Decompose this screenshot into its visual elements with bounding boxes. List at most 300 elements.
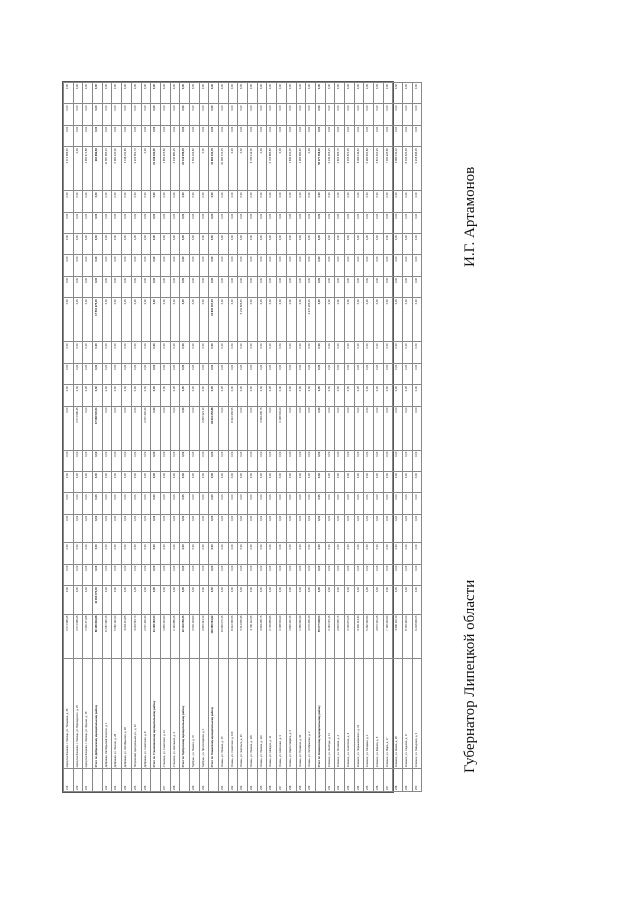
amount-cell: 0,00 <box>364 543 374 564</box>
amount-cell: 0,00 <box>209 385 219 406</box>
amount-cell: 0,00 <box>189 276 199 297</box>
amount-cell: 0,00 <box>257 564 267 585</box>
row-number-cell: 222 <box>102 769 112 792</box>
amount-cell: 0,00 <box>325 363 335 384</box>
amount-cell: 0,00 <box>277 493 287 514</box>
amount-cell: 0,00 <box>122 83 132 104</box>
amount-cell: 0,00 <box>383 191 393 212</box>
amount-cell: 0,00 <box>315 191 325 212</box>
amount-cell: 0,00 <box>403 234 413 255</box>
amount-cell: 0,00 <box>403 493 413 514</box>
amount-cell: 3 980 110,10 <box>393 147 403 191</box>
amount-cell: 8 105 420,00 <box>403 614 413 658</box>
amount-cell: 0,00 <box>344 255 354 276</box>
amount-cell: 0,00 <box>296 385 306 406</box>
amount-cell: 0,00 <box>199 472 209 493</box>
amount-cell: 0,00 <box>73 298 83 342</box>
amount-cell: 0,00 <box>238 342 248 363</box>
amount-cell: 0,00 <box>209 472 219 493</box>
amount-cell: 2 071 996,45 <box>64 147 74 191</box>
row-number-cell <box>180 769 190 792</box>
amount-cell: 0,00 <box>199 586 209 615</box>
amount-cell: 0,00 <box>228 342 238 363</box>
amount-cell: 0,00 <box>344 564 354 585</box>
row-number-cell: 245 <box>364 769 374 792</box>
amount-cell: 0,00 <box>131 342 141 363</box>
amount-cell: 0,00 <box>354 493 364 514</box>
amount-cell: 0,00 <box>160 450 170 471</box>
amount-cell: 10 060 070,15 <box>219 147 229 191</box>
amount-cell: 0,00 <box>325 385 335 406</box>
amount-cell: 0,00 <box>219 514 229 543</box>
amount-cell: 0,00 <box>325 543 335 564</box>
row-number-cell: 249 <box>403 769 413 792</box>
amount-cell: 0,00 <box>112 191 122 212</box>
amount-cell: 0,00 <box>335 212 345 233</box>
amount-cell: 0,00 <box>374 586 384 615</box>
amount-cell: 1 855 215,60 <box>160 614 170 658</box>
amount-cell: 0,00 <box>64 514 74 543</box>
amount-cell: 2 815 321,10 <box>199 614 209 658</box>
amount-cell: 0,00 <box>257 147 267 191</box>
amount-cell: 3 140 015,15 <box>325 614 335 658</box>
amount-cell: 0,00 <box>315 450 325 471</box>
data-table <box>63 82 422 792</box>
amount-cell: 0,00 <box>286 342 296 363</box>
amount-cell: 0,00 <box>170 276 180 297</box>
row-number-cell: 230 <box>199 769 209 792</box>
amount-cell: 0,00 <box>383 586 393 615</box>
amount-cell: 0,00 <box>315 564 325 585</box>
amount-cell: 0,00 <box>141 83 151 104</box>
amount-cell: 0,00 <box>64 255 74 276</box>
amount-cell: 0,00 <box>364 564 374 585</box>
amount-cell: 0,00 <box>102 406 112 450</box>
amount-cell: 0,00 <box>64 406 74 450</box>
amount-cell: 0,00 <box>383 385 393 406</box>
amount-cell: 0,00 <box>228 255 238 276</box>
amount-cell: 0,00 <box>277 255 287 276</box>
amount-cell: 0,00 <box>325 514 335 543</box>
amount-cell: 0,00 <box>160 83 170 104</box>
amount-cell: 0,00 <box>102 472 112 493</box>
amount-cell: 10 060 070,00 <box>93 586 103 615</box>
amount-cell: 0,00 <box>122 363 132 384</box>
amount-cell: 0,00 <box>277 363 287 384</box>
amount-cell: 0,00 <box>199 564 209 585</box>
amount-cell: 0,00 <box>364 191 374 212</box>
amount-cell: 0,00 <box>112 385 122 406</box>
table-row <box>354 83 364 792</box>
amount-cell: 0,00 <box>286 255 296 276</box>
amount-cell: 0,00 <box>248 191 258 212</box>
amount-cell: 3 994 206,75 <box>257 406 267 450</box>
amount-cell: 0,00 <box>160 104 170 125</box>
amount-cell: 0,00 <box>170 255 180 276</box>
amount-cell: 0,00 <box>325 191 335 212</box>
amount-cell: 0,00 <box>64 493 74 514</box>
amount-cell: 0,00 <box>325 255 335 276</box>
amount-cell: 0,00 <box>267 493 277 514</box>
amount-cell: 0,00 <box>257 212 267 233</box>
row-number-cell <box>151 769 161 792</box>
amount-cell: 0,00 <box>248 543 258 564</box>
amount-cell: 0,00 <box>325 406 335 450</box>
amount-cell: 0,00 <box>122 255 132 276</box>
amount-cell: 0,00 <box>141 586 151 615</box>
address-cell: переулок Конеева, г. Липецк, ул. Тельмана, д. 45 <box>64 658 74 768</box>
amount-cell: 0,00 <box>141 191 151 212</box>
address-cell: Усмань, ул. Шевченко, д. 3 <box>277 658 287 768</box>
amount-cell: 0,00 <box>131 363 141 384</box>
amount-cell: 0,00 <box>219 406 229 450</box>
amount-cell: 0,00 <box>83 586 93 615</box>
amount-cell: 0,00 <box>83 543 93 564</box>
amount-cell: 0,00 <box>112 472 122 493</box>
amount-cell: 0,00 <box>257 586 267 615</box>
amount-cell: 0,00 <box>151 298 161 342</box>
amount-cell: 0,00 <box>102 83 112 104</box>
amount-cell: 0,00 <box>219 104 229 125</box>
amount-cell: 0,00 <box>412 564 422 585</box>
amount-cell: 21 498 462,50 <box>151 147 161 191</box>
amount-cell: 0,00 <box>151 234 161 255</box>
amount-cell: 0,00 <box>306 385 316 406</box>
amount-cell: 0,00 <box>219 255 229 276</box>
amount-cell: 0,00 <box>160 363 170 384</box>
amount-cell: 2 815 321,10 <box>199 406 209 450</box>
amount-cell: 0,00 <box>160 191 170 212</box>
amount-cell: 0,00 <box>209 104 219 125</box>
amount-cell: 0,00 <box>335 472 345 493</box>
amount-cell: 116 385 061,82 <box>209 614 219 658</box>
table-row <box>286 83 296 792</box>
amount-cell: 0,00 <box>151 255 161 276</box>
amount-cell: 0,00 <box>189 406 199 450</box>
amount-cell: 0,00 <box>344 406 354 450</box>
amount-cell: 0,00 <box>374 543 384 564</box>
amount-cell: 0,00 <box>93 493 103 514</box>
amount-cell: 0,00 <box>286 83 296 104</box>
amount-cell: 0,00 <box>277 586 287 615</box>
amount-cell: 0,00 <box>131 83 141 104</box>
amount-cell: 0,00 <box>64 212 74 233</box>
amount-cell: 0,00 <box>383 212 393 233</box>
amount-cell: 6 390 114,40 <box>354 147 364 191</box>
amount-cell: 0,00 <box>364 276 374 297</box>
table-row <box>228 83 238 792</box>
amount-cell: 0,00 <box>189 385 199 406</box>
amount-cell: 2 071 996,45 <box>73 406 83 450</box>
address-cell: Итого по Тербунскому муниципальному району <box>180 658 190 768</box>
amount-cell: 0,00 <box>189 125 199 146</box>
amount-cell: 0,00 <box>344 342 354 363</box>
amount-cell: 0,00 <box>403 472 413 493</box>
amount-cell: 0,00 <box>64 276 74 297</box>
amount-cell: 0,00 <box>83 564 93 585</box>
amount-cell: 0,00 <box>248 83 258 104</box>
amount-cell: 0,00 <box>219 342 229 363</box>
amount-cell: 0,00 <box>277 514 287 543</box>
amount-cell: 0,00 <box>83 255 93 276</box>
amount-cell: 3 018 211,85 <box>122 147 132 191</box>
amount-cell: 0,00 <box>277 234 287 255</box>
amount-cell: 0,00 <box>374 363 384 384</box>
amount-cell: 0,00 <box>306 147 316 191</box>
amount-cell: 0,00 <box>209 191 219 212</box>
amount-cell: 0,00 <box>325 125 335 146</box>
amount-cell: 0,00 <box>296 234 306 255</box>
amount-cell: 0,00 <box>238 125 248 146</box>
amount-cell: 0,00 <box>112 586 122 615</box>
table-row <box>160 83 170 792</box>
amount-cell: 0,00 <box>248 450 258 471</box>
amount-cell: 55 077 008,00 <box>315 147 325 191</box>
amount-cell: 0,00 <box>228 125 238 146</box>
amount-cell: 0,00 <box>219 564 229 585</box>
amount-cell: 86 185 819,88 <box>93 614 103 658</box>
amount-cell: 4 780 112,35 <box>248 614 258 658</box>
amount-cell: 0,00 <box>112 255 122 276</box>
amount-cell: 0,00 <box>306 125 316 146</box>
amount-cell: 0,00 <box>151 472 161 493</box>
amount-cell: 0,00 <box>335 543 345 564</box>
amount-cell: 0,00 <box>209 493 219 514</box>
amount-cell: 0,00 <box>151 212 161 233</box>
amount-cell: 0,00 <box>286 406 296 450</box>
amount-cell: 7 190 225,60 <box>383 147 393 191</box>
table-group-row <box>315 83 325 792</box>
amount-cell: 0,00 <box>199 83 209 104</box>
amount-cell: 0,00 <box>248 212 258 233</box>
amount-cell: 0,00 <box>180 543 190 564</box>
amount-cell: 11 587 965,15 <box>102 614 112 658</box>
capital-repair-register-table <box>62 81 418 793</box>
amount-cell: 0,00 <box>170 450 180 471</box>
amount-cell: 0,00 <box>122 543 132 564</box>
amount-cell: 0,00 <box>238 276 248 297</box>
amount-cell: 0,00 <box>325 564 335 585</box>
amount-cell: 0,00 <box>393 564 403 585</box>
amount-cell: 0,00 <box>315 234 325 255</box>
amount-cell: 0,00 <box>325 586 335 615</box>
amount-cell: 0,00 <box>83 472 93 493</box>
amount-cell: 0,00 <box>219 125 229 146</box>
address-cell: Усмань, ул. Пушкина, д. 30 <box>296 658 306 768</box>
amount-cell: 0,00 <box>277 342 287 363</box>
amount-cell: 2 071 996,45 <box>64 614 74 658</box>
address-cell: Усмань, ул. Советская, д. 109 <box>228 658 238 768</box>
amount-cell: 0,00 <box>403 83 413 104</box>
amount-cell: 0,00 <box>344 212 354 233</box>
amount-cell: 0,00 <box>131 472 141 493</box>
amount-cell: 0,00 <box>238 255 248 276</box>
amount-cell: 0,00 <box>170 125 180 146</box>
amount-cell: 0,00 <box>364 450 374 471</box>
address-cell: Усмань, ул. Шмидта, д. 11 <box>267 658 277 768</box>
amount-cell: 0,00 <box>122 234 132 255</box>
amount-cell: 0,00 <box>170 104 180 125</box>
amount-cell: 0,00 <box>393 586 403 615</box>
amount-cell: 0,00 <box>267 564 277 585</box>
amount-cell: 0,00 <box>102 564 112 585</box>
amount-cell: 0,00 <box>131 450 141 471</box>
amount-cell: 0,00 <box>257 104 267 125</box>
amount-cell: 0,00 <box>412 125 422 146</box>
amount-cell: 0,00 <box>228 564 238 585</box>
amount-cell: 0,00 <box>315 406 325 450</box>
amount-cell: 0,00 <box>286 104 296 125</box>
amount-cell: 0,00 <box>64 363 74 384</box>
amount-cell: 964 899,58 <box>93 147 103 191</box>
amount-cell: 0,00 <box>344 493 354 514</box>
amount-cell: 0,00 <box>286 472 296 493</box>
address-cell: Хлевное, ул. Чернышевского, д. 12 <box>354 658 364 768</box>
amount-cell: 0,00 <box>160 564 170 585</box>
amount-cell: 0,00 <box>383 514 393 543</box>
amount-cell: 0,00 <box>267 125 277 146</box>
amount-cell: 0,00 <box>151 83 161 104</box>
amount-cell: 2 815 905,75 <box>335 614 345 658</box>
amount-cell: 0,00 <box>131 234 141 255</box>
amount-cell: 0,00 <box>354 514 364 543</box>
amount-cell: 0,00 <box>257 363 267 384</box>
table-row <box>306 83 316 792</box>
amount-cell: 0,00 <box>93 212 103 233</box>
amount-cell: 0,00 <box>238 234 248 255</box>
amount-cell: 0,00 <box>209 212 219 233</box>
amount-cell: 0,00 <box>248 104 258 125</box>
amount-cell: 0,00 <box>354 543 364 564</box>
amount-cell: 48 911 253,88 <box>209 406 219 450</box>
amount-cell: 0,00 <box>131 104 141 125</box>
amount-cell: 0,00 <box>180 514 190 543</box>
amount-cell: 0,00 <box>73 450 83 471</box>
row-number-cell <box>315 769 325 792</box>
amount-cell: 0,00 <box>102 450 112 471</box>
address-cell: Добринка, ул. Советская, д. 8 <box>141 658 151 768</box>
amount-cell: 0,00 <box>257 191 267 212</box>
amount-cell: 0,00 <box>141 450 151 471</box>
amount-cell: 0,00 <box>131 564 141 585</box>
amount-cell: 0,00 <box>325 298 335 342</box>
amount-cell: 0,00 <box>83 276 93 297</box>
amount-cell: 0,00 <box>296 83 306 104</box>
amount-cell: 0,00 <box>354 586 364 615</box>
amount-cell: 0,00 <box>122 514 132 543</box>
amount-cell: 0,00 <box>112 564 122 585</box>
amount-cell: 0,00 <box>325 83 335 104</box>
amount-cell: 0,00 <box>306 83 316 104</box>
amount-cell: 0,00 <box>403 385 413 406</box>
amount-cell: 0,00 <box>383 234 393 255</box>
amount-cell: 1 840 210,15 <box>286 147 296 191</box>
amount-cell: 0,00 <box>286 493 296 514</box>
amount-cell: 0,00 <box>170 406 180 450</box>
amount-cell: 0,00 <box>141 255 151 276</box>
amount-cell: 0,00 <box>122 493 132 514</box>
amount-cell: 0,00 <box>403 276 413 297</box>
amount-cell: 0,00 <box>257 543 267 564</box>
amount-cell: 0,00 <box>296 276 306 297</box>
amount-cell: 0,00 <box>354 255 364 276</box>
amount-cell: 0,00 <box>180 342 190 363</box>
amount-cell: 8 412 350,55 <box>228 406 238 450</box>
amount-cell: 0,00 <box>383 104 393 125</box>
amount-cell: 0,00 <box>364 255 374 276</box>
amount-cell: 0,00 <box>170 385 180 406</box>
amount-cell: 0,00 <box>257 234 267 255</box>
amount-cell: 0,00 <box>102 543 112 564</box>
amount-cell: 0,00 <box>219 234 229 255</box>
amount-cell: 0,00 <box>286 212 296 233</box>
amount-cell: 0,00 <box>412 543 422 564</box>
amount-cell: 0,00 <box>64 298 74 342</box>
amount-cell: 5 960 120,30 <box>112 614 122 658</box>
amount-cell: 0,00 <box>248 564 258 585</box>
amount-cell: 0,00 <box>306 406 316 450</box>
amount-cell: 0,00 <box>306 276 316 297</box>
amount-cell: 0,00 <box>122 212 132 233</box>
row-number-cell: 232 <box>228 769 238 792</box>
amount-cell: 0,00 <box>102 276 112 297</box>
amount-cell: 0,00 <box>170 363 180 384</box>
amount-cell: 0,00 <box>306 472 316 493</box>
row-number-cell: 231 <box>219 769 229 792</box>
address-cell: Становое, ул. Советская, д. 12 <box>160 658 170 768</box>
amount-cell: 0,00 <box>73 342 83 363</box>
amount-cell: 0,00 <box>180 255 190 276</box>
address-cell: Хлевное, ул. Советская, д. 6 <box>344 658 354 768</box>
amount-cell: 0,00 <box>122 406 132 450</box>
amount-cell: 0,00 <box>112 276 122 297</box>
amount-cell: 0,00 <box>64 543 74 564</box>
amount-cell: 0,00 <box>112 212 122 233</box>
address-cell: Хлевное, ул. Садовая, д. 17 <box>403 658 413 768</box>
amount-cell: 0,00 <box>412 276 422 297</box>
amount-cell: 0,00 <box>238 450 248 471</box>
table-row <box>364 83 374 792</box>
amount-cell: 10 060 070,15 <box>219 614 229 658</box>
amount-cell: 0,00 <box>267 298 277 342</box>
row-number-cell: 233 <box>238 769 248 792</box>
amount-cell: 0,00 <box>141 564 151 585</box>
amount-cell: 0,00 <box>219 543 229 564</box>
amount-cell: 0,00 <box>228 493 238 514</box>
amount-cell: 0,00 <box>315 125 325 146</box>
amount-cell: 0,00 <box>325 234 335 255</box>
amount-cell: 0,00 <box>73 212 83 233</box>
table-row <box>170 83 180 792</box>
amount-cell: 0,00 <box>383 83 393 104</box>
amount-cell: 0,00 <box>374 342 384 363</box>
amount-cell: 0,00 <box>141 385 151 406</box>
address-cell: Усмань, ул. Ленина, д. 116 <box>248 658 258 768</box>
amount-cell: 0,00 <box>131 191 141 212</box>
table-row <box>277 83 287 792</box>
amount-cell: 21 498 462,50 <box>151 614 161 658</box>
amount-cell: 0,00 <box>267 450 277 471</box>
amount-cell: 0,00 <box>102 363 112 384</box>
amount-cell: 0,00 <box>102 104 112 125</box>
amount-cell: 0,00 <box>199 342 209 363</box>
amount-cell: 0,00 <box>238 212 248 233</box>
amount-cell: 0,00 <box>199 212 209 233</box>
amount-cell: 0,00 <box>73 125 83 146</box>
table-group-row <box>180 83 190 792</box>
amount-cell: 3 994 206,75 <box>257 614 267 658</box>
amount-cell: 0,00 <box>344 104 354 125</box>
